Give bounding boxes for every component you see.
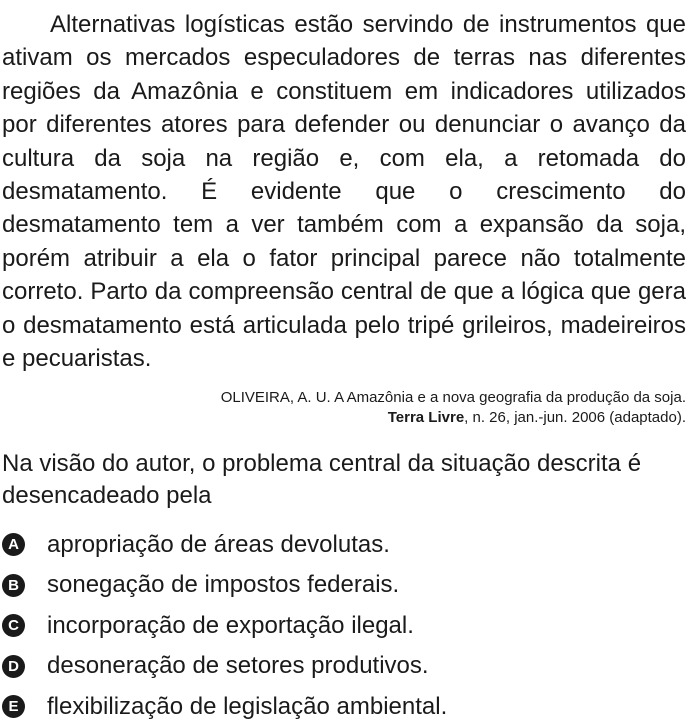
option-text: flexibilização de legislação ambiental. — [47, 692, 448, 720]
citation — [2, 388, 686, 428]
option-letter-badge: D — [2, 655, 25, 678]
option-d[interactable] — [2, 646, 686, 687]
option-letter-badge: C — [2, 614, 25, 637]
option-text: incorporação de exportação ilegal. — [47, 611, 414, 639]
citation-journal: Terra Livre — [387, 409, 465, 427]
question-stem: Na visão do autor, o problema central da situação descrita é desencadeado pela — [2, 450, 642, 510]
option-letter-badge: B — [2, 574, 25, 597]
option-a[interactable] — [2, 524, 686, 565]
option-e[interactable] — [2, 686, 686, 727]
option-b[interactable] — [2, 565, 686, 606]
option-letter-badge: E — [2, 695, 25, 718]
passage-text: Alternativas logísticas estão servindo de instrumentos que ativam os mercados especuladores de terras nas diferentes regiões da Amazônia e constituem em indicadores utilizados por diferentes atores para defender ou denunciar o avanço da cultura da soja na região e, com ela, a retomada do desmatamento. É evidente que o crescimento do desmatamento tem a ver também com a expansão da soja, porém atribuir a ela o fator principal parece não totalmente correto. Parto da compreensão central de que a lógica que gera o desmatamento está articulada pelo tripé grileiros, madeireiros e pecuaristas. — [2, 11, 686, 373]
option-c[interactable] — [2, 605, 686, 646]
option-letter-badge: A — [2, 533, 25, 556]
answer-options — [2, 524, 686, 727]
citation-source — [2, 408, 686, 428]
option-text: desoneração de setores produtivos. — [47, 652, 429, 680]
option-text: apropriação de áreas devolutas. — [47, 530, 390, 558]
citation-details: , n. 26, jan.-jun. 2006 (adaptado). — [464, 409, 686, 427]
citation-author-title: OLIVEIRA, A. U. A Amazônia e a nova geografia da produção da soja. — [220, 389, 686, 407]
option-text: sonegação de impostos federais. — [47, 571, 400, 599]
